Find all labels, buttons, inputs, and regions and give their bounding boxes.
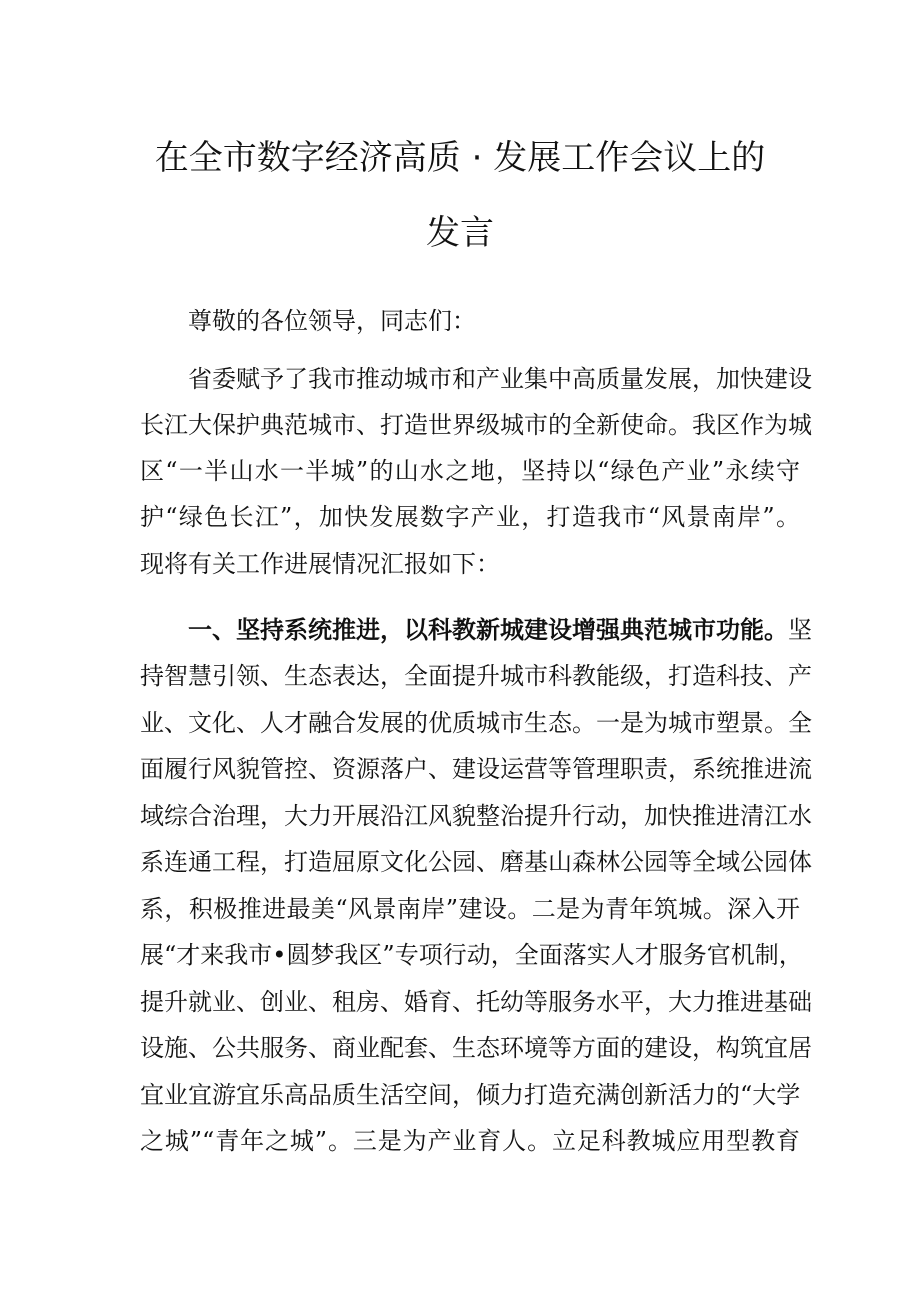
section-1-line: 域综合治理，大力开展沿江风貌整治提升行动，加快推进清江水 — [140, 802, 812, 830]
section-1-line: 业、文化、人才融合发展的优质城市生态。一是为城市塑景。全 — [140, 709, 812, 737]
paragraph-1-line: 省委赋予了我市推动城市和产业集中高质量发展，加快建设 — [188, 365, 812, 393]
section-1-line: 展“才来我市•圆梦我区”专项行动，全面落实人才服务官机制， — [140, 941, 803, 969]
paragraph-1-line: 长江大保护典范城市、打造世界级城市的全新使命。我区作为城 — [140, 411, 812, 439]
section-1-line: 系连通工程，打造屈原文化公园、磨基山森林公园等全域公园体 — [140, 848, 812, 876]
section-1-line: 之城”“青年之城”。三是为产业育人。立足科教城应用型教育 — [140, 1127, 800, 1155]
section-1-line: 设施、公共服务、商业配套、生态环境等方面的建设，构筑宜居 — [140, 1034, 812, 1062]
document-title-line-1: 在全市数字经济高质 · 发展工作会议上的 — [154, 138, 766, 178]
section-1-line: 持智慧引领、生态表达，全面提升城市科教能级，打造科技、产 — [140, 662, 812, 690]
document-title-line-2: 发言 — [426, 213, 494, 253]
section-1-line: 提升就业、创业、租房、婚育、托幼等服务水平，大力推进基础 — [140, 988, 812, 1016]
paragraph-1-line: 区“一半山水一半城”的山水之地，坚持以“绿色产业”永续守 — [140, 457, 800, 485]
section-1-line: 面履行风貌管控、资源落户、建设运营等管理职责，系统推进流 — [140, 755, 812, 783]
paragraph-1-line: 护“绿色长江”，加快发展数字产业，打造我市“风景南岸”。 — [140, 503, 800, 531]
salutation: 尊敬的各位领导，同志们： — [188, 307, 476, 335]
section-1-first-line — [188, 611, 812, 649]
section-1-line: 宜业宜游宜乐高品质生活空间，倾力打造充满创新活力的“大学 — [140, 1081, 801, 1109]
section-1-heading: 一、坚持系统推进，以科教新城建设增强典范城市功能。 — [188, 615, 788, 644]
section-1-first-tail: 坚 — [788, 616, 812, 644]
paragraph-1-line: 现将有关工作进展情况汇报如下： — [140, 550, 500, 578]
section-1-line: 系，积极推进最美“风景南岸”建设。二是为青年筑城。深入开 — [140, 895, 800, 923]
